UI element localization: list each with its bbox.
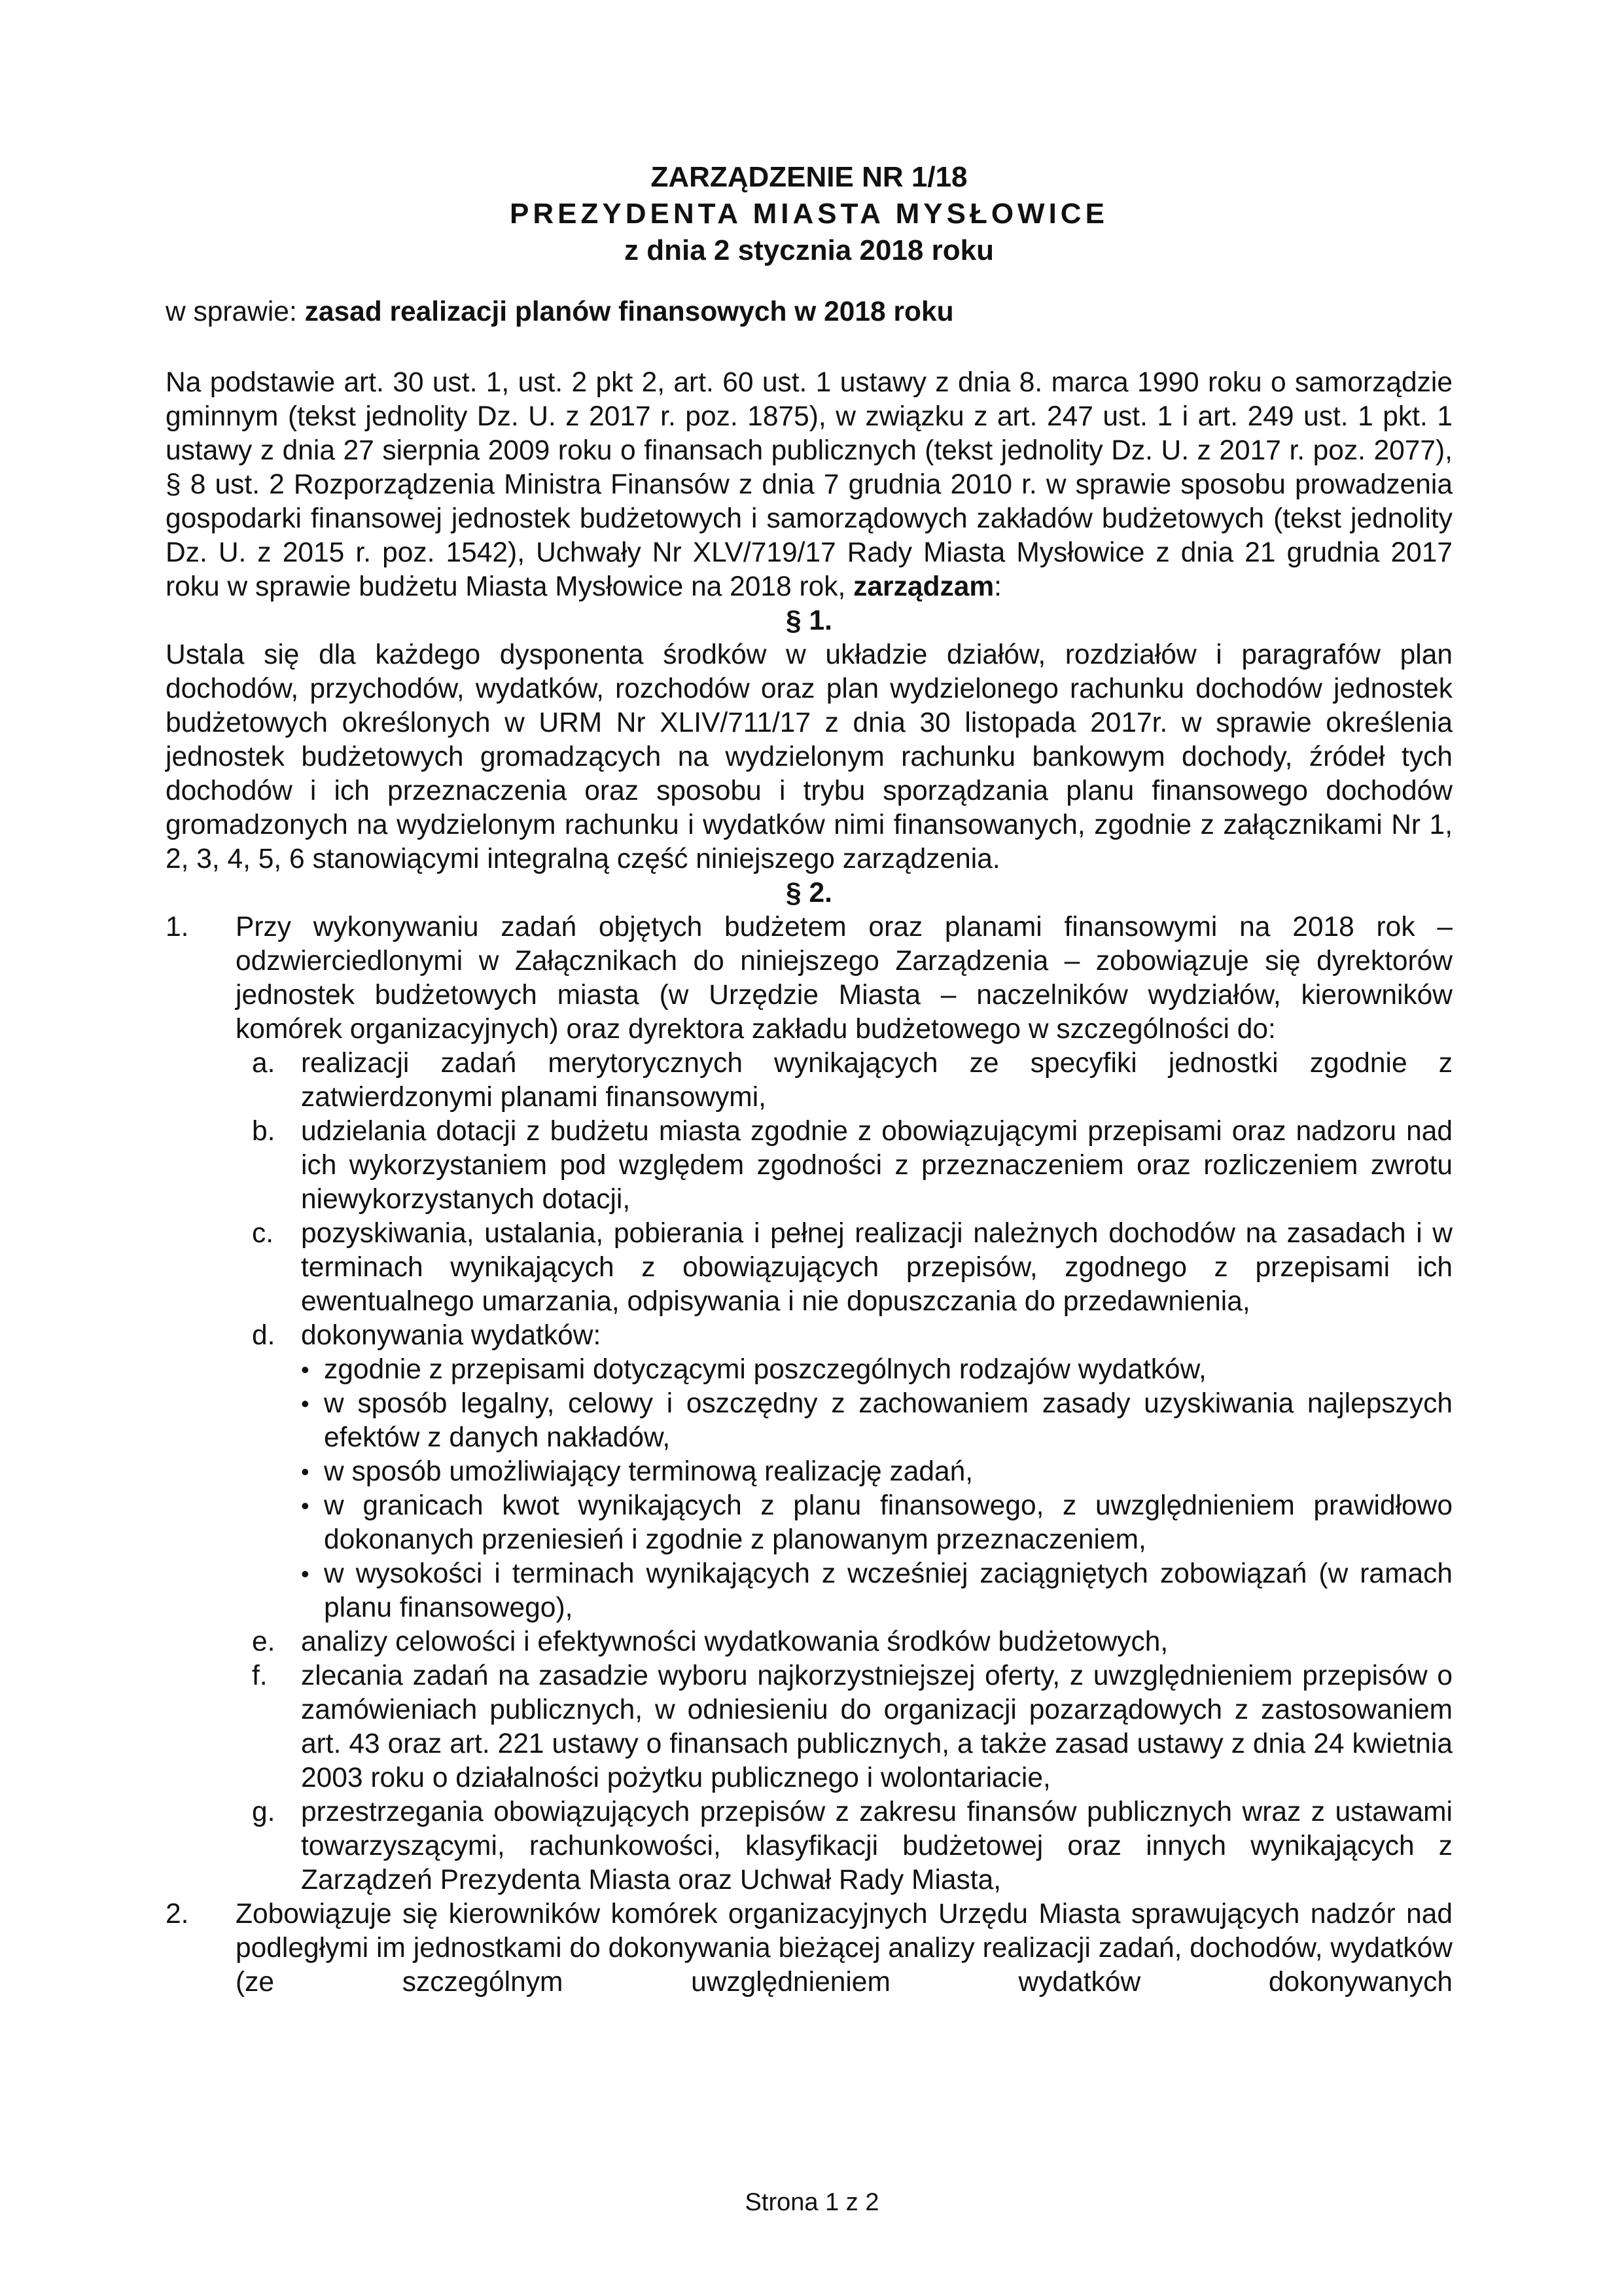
subject-text: zasad realizacji planów finansowych w 2018 roku (304, 296, 954, 327)
bullet-text: zgodnie z przepisami dotyczącymi poszczególnych rodzajów wydatków, (324, 1354, 1207, 1385)
legal-basis-paragraph (166, 366, 1453, 604)
document-issuer: PREZYDENTA MIASTA MYSŁOWICE (510, 198, 1108, 230)
bullet-item (166, 1387, 1453, 1455)
item-number: 1. (166, 912, 189, 942)
section-2-item-2 (166, 1897, 1453, 2000)
bullet-item (166, 1353, 1453, 1387)
document-header (166, 159, 1453, 269)
bullet-item (166, 1557, 1453, 1625)
subitem-c (166, 1217, 1453, 1319)
subitem-letter: e. (252, 1626, 275, 1657)
bullet-icon: • (301, 1356, 309, 1383)
subitem-text: zlecania zadań na zasadzie wyboru najkorzystniejszej oferty, z uwzględnieniem przepisów o zamówieniach publicznych, w odniesieniu do organizacji pozarządowych z zastosowaniem art. 43 oraz art. 221 ustawy o finansach publicznych, a także zasad ustawy z dnia 24 kwietnia 2003 roku o działalności pożytku publicznego i wolontariacie, (301, 1660, 1453, 1793)
subitem-text: udzielania dotacji z budżetu miasta zgodnie z obowiązującymi przepisami oraz nadzoru nad ich wykorzystaniem pod względem zgodności z przeznaczeniem oraz rozliczeniem zwrotu niewykorzystanych dotacji, (301, 1116, 1453, 1215)
bullet-item (166, 1455, 1453, 1489)
bullet-icon: • (301, 1458, 309, 1485)
section-1-text: Ustala się dla każdego dysponenta środków w układzie działów, rozdziałów i paragrafów plan dochodów, przychodów, wydatków, rozchodów oraz plan wydzielonego rachunku dochodów jednostek budżetowych określonych w URM Nr XLIV/711/17 z dnia 30 listopada 2017r. w sprawie określenia jednostek budżetowych gromadzących na wydzielonym rachunku bankowym dochody, źródeł tych dochodów i ich przeznaczenia oraz sposobu i trybu sporządzania planu finansowego dochodów gromadzonych na wydzielonym rachunku i wydatków nimi finansowanych, zgodnie z załącznikami Nr 1, 2, 3, 4, 5, 6 stanowiącymi integralną część niniejszego zarządzenia. (166, 639, 1453, 874)
page-number: Strona 1 z 2 (745, 2189, 879, 2216)
section-2-item-1-sublist (166, 1047, 1453, 1897)
bullet-text: w sposób legalny, celowy i oszczędny z zachowaniem zasady uzyskiwania najlepszych efektów z danych nakładów, (324, 1388, 1453, 1453)
item-text: Zobowiązuje się kierowników komórek organizacyjnych Urzędu Miasta sprawujących nadzór nad podległymi im jednostkami do dokonywania bieżącej analizy realizacji zadań, dochodów, wydatków (ze szczególnym uwzględnieniem wydatków dokonywanych (236, 1899, 1453, 1998)
subitem-g (166, 1795, 1453, 1897)
bullet-icon: • (301, 1390, 309, 1417)
subitem-a (166, 1047, 1453, 1115)
decree-word: zarządzam (853, 571, 995, 602)
section-2-heading: § 2. (786, 878, 832, 908)
subitem-letter: a. (252, 1048, 275, 1079)
document-date: z dnia 2 stycznia 2018 roku (624, 234, 994, 266)
subitem-letter: c. (252, 1218, 274, 1249)
subitem-letter: g. (252, 1797, 275, 1827)
subitem-d (166, 1319, 1453, 1353)
subitem-letter: f. (252, 1660, 268, 1691)
bullet-item (166, 1489, 1453, 1557)
subitem-text: przestrzegania obowiązujących przepisów z zakresu finansów publicznych wraz z ustawami towarzyszącymi, rachunkowości, klasyfikacji budżetowej oraz innych wynikających z Zarządzeń Prezydenta Miasta oraz Uchwał Rady Miasta, (301, 1797, 1453, 1895)
subitem-text: realizacji zadań merytorycznych wynikających ze specyfiki jednostki zgodnie z zatwierdzonymi planami finansowymi, (301, 1048, 1453, 1113)
legal-basis-text: Na podstawie art. 30 ust. 1, ust. 2 pkt 2, art. 60 ust. 1 ustawy z dnia 8. marca 1990 roku o samorządzie gminnym (tekst jednolity Dz. U. z 2017 r. poz. 1875), w związku z art. 247 ust. 1 i art. 249 ust. 1 pkt. 1 ustawy z dnia 27 sierpnia 2009 roku o finansach publicznych (tekst jednolity Dz. U. z 2017 r. poz. 2077), § 8 ust. 2 Rozporządzenia Ministra Finansów z dnia 7 grudnia 2010 r. w sprawie sposobu prowadzenia gospodarki finansowej jednostek budżetowych i samorządowych zakładów budżetowych (tekst jednolity Dz. U. z 2015 r. poz. 1542), Uchwały Nr XLV/719/17 Rady Miasta Mysłowice z dnia 21 grudnia 2017 roku w sprawie budżetu Miasta Mysłowice na 2018 rok, (166, 367, 1453, 602)
bullet-icon: • (301, 1492, 309, 1519)
subitem-letter: b. (252, 1116, 275, 1147)
section-2-item-1 (166, 910, 1453, 1047)
bullet-icon: • (301, 1560, 309, 1587)
subitem-f (166, 1659, 1453, 1795)
document-title: ZARZĄDZENIE NR 1/18 (650, 161, 968, 193)
document-subject (166, 294, 1453, 331)
subitem-text: dokonywania wydatków: (301, 1320, 601, 1351)
bullet-text: w wysokości i terminach wynikających z wcześniej zaciągniętych zobowiązań (w ramach planu finansowego), (324, 1558, 1453, 1623)
document-page (166, 0, 1453, 2000)
bullet-text: w granicach kwot wynikających z planu finansowego, z uwzględnieniem prawidłowo dokonanych przeniesień i zgodnie z planowanym przeznaczeniem, (324, 1490, 1453, 1555)
item-text: Przy wykonywaniu zadań objętych budżetem oraz planami finansowymi na 2018 rok – odzwierciedlonymi w Załącznikach do niniejszego Zarządzenia – zobowiązuje się dyrektorów jednostek budżetowych miasta (w Urzędzie Miasta – naczelników wydziałów, kierowników komórek organizacyjnych) oraz dyrektora zakładu budżetowego w szczególności do: (236, 912, 1453, 1045)
item-number: 2. (166, 1899, 189, 1929)
subitem-e (166, 1625, 1453, 1659)
subitem-letter: d. (252, 1320, 275, 1351)
section-1-heading: § 1. (786, 605, 832, 636)
subject-prefix: w sprawie: (166, 296, 305, 327)
subitem-b (166, 1115, 1453, 1217)
bullet-text: w sposób umożliwiający terminową realizację zadań, (324, 1456, 974, 1487)
decree-suffix: : (994, 571, 1002, 602)
subitem-text: pozyskiwania, ustalania, pobierania i pełnej realizacji należnych dochodów na zasadach i w terminach wynikających z obowiązujących przepisów, zgodnego z przepisami ich ewentualnego umarzania, odpisywania i nie dopuszczania do przedawnienia, (301, 1218, 1453, 1317)
subitem-text: analizy celowości i efektywności wydatkowania środków budżetowych, (301, 1626, 1169, 1657)
